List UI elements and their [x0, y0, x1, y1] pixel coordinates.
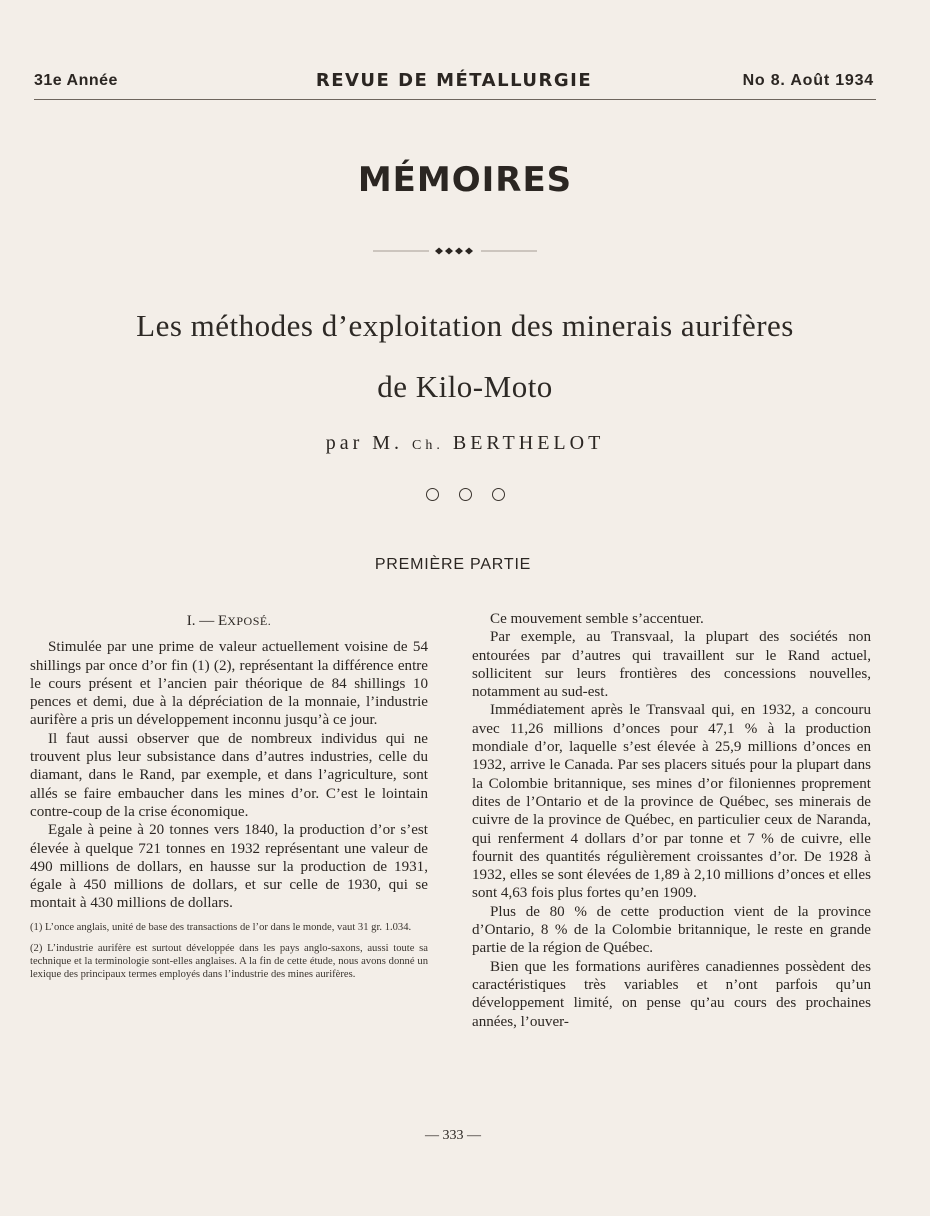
ornament-divider: [365, 244, 545, 258]
paragraph: Stimulée par une prime de valeur actuellement voisine de 54 shillings par once d’or fin (1) (2), représentant la différence entre le cours présent et l’ancien pair théorique de 84 shillings 10 pences et demi, due à la dépréciation de la monnaie, l’industrie aurifère a pris un développement inconnu jusqu’à ce jour.: [30, 639, 428, 729]
circle-ornament: [0, 488, 930, 506]
circle-icon: [492, 488, 505, 501]
running-header: [34, 72, 874, 96]
part-heading: PREMIÈRE PARTIE: [374, 556, 532, 573]
author-initial: Ch.: [412, 438, 444, 453]
paragraph: Ce mouvement semble s’accentuer.: [490, 611, 704, 627]
author-prefix: par M.: [325, 432, 404, 454]
section-heading: I. — EXPOSÉ.: [186, 613, 272, 629]
footnote: (2) L’industrie aurifère est surtout développée dans les pays anglo-saxons, aussi toute sa technique et la terminologie sont-elles anglaises. A la fin de cette étude, nous avons donné un lexique des principaux termes employés dans l’industrie des mines aurifères.: [30, 942, 428, 980]
footnote: (1) L’once anglais, unité de base des transactions de l’or dans le monde, vaut 31 gr. 1.034.: [30, 921, 412, 933]
page-number: — 333 —: [425, 1128, 481, 1143]
paragraph: Egale à peine à 20 tonnes vers 1840, la production d’or s’est élevée à quelque 721 tonnes en 1932 représentant une valeur de 490 millions de dollars, en hausse sur la production de 1931, égale à 450 millions de dollars, et sur celle de 1930, qui se montait à 430 millions de dollars.: [30, 822, 428, 912]
footnotes: [30, 921, 428, 981]
header-issue: No 8. Août 1934: [742, 72, 874, 89]
article-author: [0, 432, 930, 455]
circle-icon: [459, 488, 472, 501]
circle-icon: [426, 488, 439, 501]
header-rule: [34, 99, 876, 100]
paragraph: Il faut aussi observer que de nombreux individus qui ne trouvent plus leur subsistance dans d’autres industries, celle du diamant, dans le Rand, par exemple, et dans l’agriculture, sont allés se faire embaucher dans les mines d’or. C’est le lointain contre-coup de la crise économique.: [30, 730, 428, 820]
author-name: BERTHELOT: [452, 432, 605, 454]
paragraph: Par exemple, au Transvaal, la plupart des sociétés non entourées par d’autres qui travaillent sur le Rand actuel, sollicitent sur leurs frontières des concessions nouvelles, notamment au sud-est.: [472, 629, 871, 701]
right-column: [472, 610, 871, 1031]
header-year: 31e Année: [34, 72, 118, 89]
article-title-line2: de Kilo-Moto: [377, 369, 553, 404]
article-title-line1: Les méthodes d’exploitation des minerais aurifères: [136, 308, 794, 343]
left-column: [30, 612, 428, 989]
paragraph: Immédiatement après le Transvaal qui, en 1932, a concouru avec 11,26 millions d’onces pour 47,1 % à la production mondiale d’or, laquelle s’est élevée à 25,9 millions d’onces en 1932, arrive le Canada. Par ses placers situés pour la plupart dans la Colombie britannique, ses mines d’or filoniennes proprement dites de l’Ontario et de la province de Québec, ses minerais de cuivre de la province de Québec, en particulier ceux de Naranda, qui renferment 4 dollars d’or par tonne et 7 % de cuivre, elle fournit des quantités régulièrement croissantes d’or. De 1928 à 1932, elles se sont élevées de 1,89 à 2,10 millions d’onces et elles sont 4,63 fois plus fortes qu’en 1909.: [472, 702, 871, 902]
section-title: MÉMOIRES: [357, 160, 573, 200]
paragraph: Bien que les formations aurifères canadiennes possèdent des caractéristiques très variables et n’ont parfois qu’un développement limité, on pense qu’au cours des prochaines années, l’ouver-: [472, 958, 871, 1030]
header-journal-title: REVUE DE MÉTALLURGIE: [315, 70, 593, 91]
paragraph: Plus de 80 % de cette production vient de la province d’Ontario, 8 % de la Colombie britannique, le reste en grande partie de la région de Québec.: [472, 903, 871, 957]
